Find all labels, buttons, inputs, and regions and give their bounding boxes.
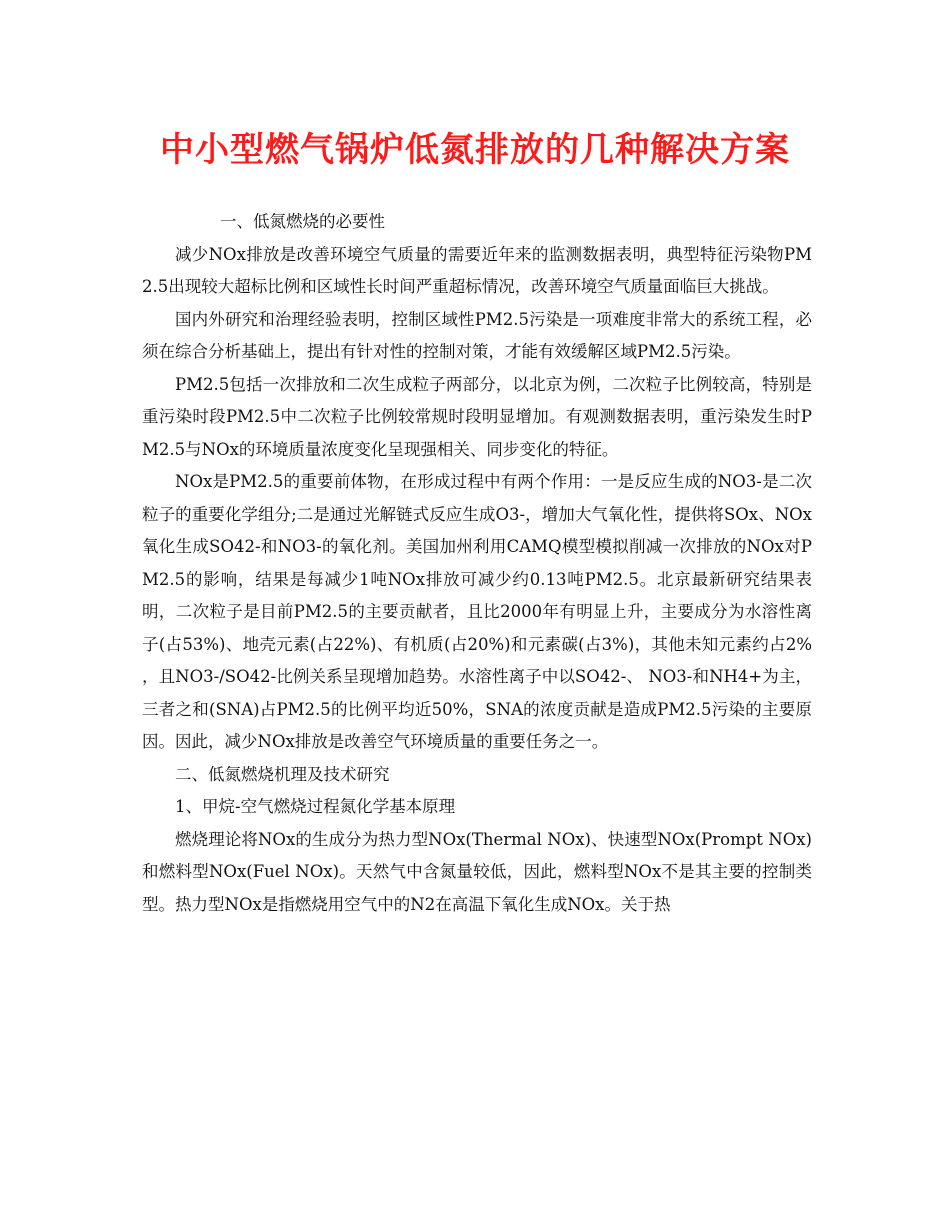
subsection-heading: 1、甲烷-空气燃烧过程氮化学基本原理 (175, 797, 456, 816)
section-heading-1: 一、低氮燃烧的必要性 (220, 212, 385, 231)
document-body (142, 206, 812, 921)
paragraph: NOx是PM2.5的重要前体物，在形成过程中有两个作用：一是反应生成的NO3-是二次粒子的重要化学组分;二是通过光解链式反应生成O3-，增加大气氧化性，提供将SOx、NOx氧化生成SO42-和NO3-的氧化剂。美国加州利用CAMQ模型模拟削减一次排放的NOx对PM2.5的影响，结果是每减少1吨NOx排放可减少约0.13吨PM2.5。北京最新研究结果表明，二次粒子是目前PM2.5的主要贡献者，且比2000年有明显上升，主要成分为水溶性离子(占53%)、地壳元素(占22%)、有机质(占20%)和元素碳(占3%)，其他未知元素约占2% ，且NO3-/SO42-比例关系呈现增加趋势。水溶性离子中以SO42-、 NO3-和NH4+为主，三者之和(SNA)占PM2.5的比例平均近50%，SNA的浓度贡献是造成PM2.5污染的主要原因。因此，减少NOx排放是改善空气环境质量的重要任务之一。 (142, 472, 812, 751)
document-title: 中小型燃气锅炉低氮排放的几种解决方案 (160, 130, 790, 170)
paragraph: PM2.5包括一次排放和二次生成粒子两部分，以北京为例，二次粒子比例较高，特别是重污染时段PM2.5中二次粒子比例较常规时段明显增加。有观测数据表明，重污染发生时PM2.5与NOx的环境质量浓度变化呈现强相关、同步变化的特征。 (142, 374, 812, 459)
paragraph: 减少NOx排放是改善环境空气质量的需要近年来的监测数据表明，典型特征污染物PM2.5出现较大超标比例和区域性长时间严重超标情况，改善环境空气质量面临巨大挑战。 (142, 244, 812, 296)
paragraph: 国内外研究和治理经验表明，控制区域性PM2.5污染是一项难度非常大的系统工程，必须在综合分析基础上，提出有针对性的控制对策，才能有效缓解区域PM2.5污染。 (142, 309, 812, 361)
section-heading-2: 二、低氮燃烧机理及技术研究 (175, 764, 390, 784)
paragraph: 燃烧理论将NOx的生成分为热力型NOx(Thermal NOx)、快速型NOx(Prompt NOx)和燃料型NOx(Fuel NOx)。天然气中含氮量较低，因此，燃料型NOx不是其主要的控制类型。热力型NOx是指燃烧用空气中的N2在高温下氧化生成NOx。关于热 (142, 829, 812, 914)
